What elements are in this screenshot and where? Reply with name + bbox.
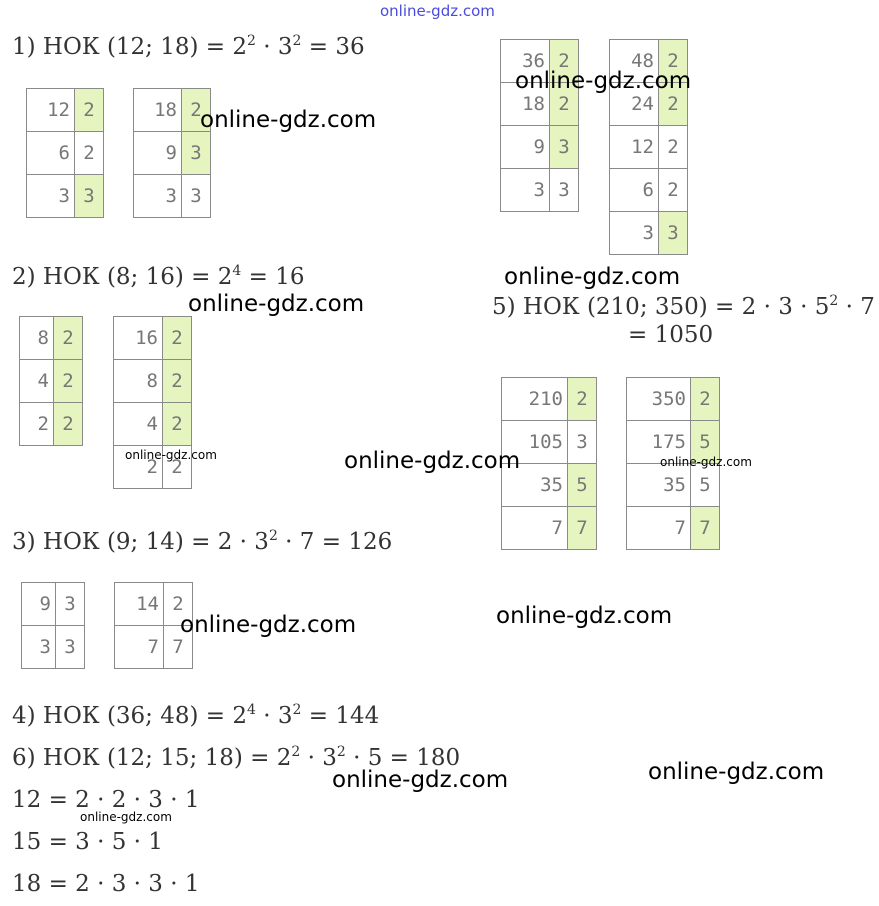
factor-table-36: [500, 39, 579, 212]
factor-row: [501, 126, 579, 169]
watermark: online-gdz.com: [332, 767, 509, 793]
dividend-cell: 8: [20, 317, 54, 360]
watermark: online-gdz.com: [344, 448, 521, 474]
dividend-cell: 105: [502, 421, 568, 464]
dividend-cell: 3: [610, 212, 659, 255]
divisor-cell: 2: [164, 583, 193, 626]
equation-6: 6) НОК (12; 15; $18) = 2^2 \cdot 3^2 \cdot 5 = 180$: [12, 744, 461, 771]
factor-row: [610, 126, 688, 169]
divisor-cell: 3: [182, 175, 211, 218]
dividend-cell: 9: [134, 132, 182, 175]
divisor-cell: 5: [691, 421, 720, 464]
dividend-cell: 3: [501, 169, 550, 212]
watermark: online-gdz.com: [504, 264, 681, 290]
factor-row: [502, 378, 597, 421]
factor-row: [27, 175, 104, 218]
watermark-small: online-gdz.com: [80, 810, 172, 824]
divisor-cell: 5: [568, 464, 597, 507]
dividend-cell: 2: [114, 446, 163, 489]
dividend-cell: 6: [27, 132, 75, 175]
factor-row: [22, 583, 85, 626]
dividend-cell: 6: [610, 169, 659, 212]
divisor-cell: 2: [659, 83, 688, 126]
divisor-cell: 2: [163, 360, 192, 403]
watermark-small: online-gdz.com: [660, 455, 752, 469]
dividend-cell: 14: [115, 583, 164, 626]
factor-row: [27, 89, 104, 132]
factor-row: [610, 212, 688, 255]
divisor-cell: 3: [659, 212, 688, 255]
equation-1: 1) НОК (12; $18) = 2^2 \cdot 3^2 = 36$: [12, 33, 365, 60]
divisor-cell: 7: [691, 507, 720, 550]
divisor-cell: 2: [550, 83, 579, 126]
divisor-cell: 2: [550, 40, 579, 83]
divisor-cell: 3: [56, 583, 85, 626]
divisor-cell: 2: [659, 40, 688, 83]
divisor-cell: 2: [659, 169, 688, 212]
dividend-cell: 7: [502, 507, 568, 550]
divisor-cell: 2: [54, 403, 83, 446]
watermark: online-gdz.com: [200, 107, 377, 133]
dividend-cell: 48: [610, 40, 659, 83]
dividend-cell: 18: [134, 89, 182, 132]
dividend-cell: 35: [627, 464, 691, 507]
dividend-cell: 36: [501, 40, 550, 83]
watermark-small: online-gdz.com: [125, 448, 217, 462]
factor-row: [627, 507, 720, 550]
factor-row: [502, 507, 597, 550]
factor-row: [114, 360, 192, 403]
dividend-cell: 3: [22, 626, 56, 669]
divisor-cell: 3: [550, 169, 579, 212]
factor-row: [627, 378, 720, 421]
watermark: online-gdz.com: [515, 68, 692, 94]
factor-row: [20, 360, 83, 403]
factor-row: [134, 89, 211, 132]
dividend-cell: 4: [20, 360, 54, 403]
divisor-cell: 2: [691, 378, 720, 421]
factor-row: [501, 169, 579, 212]
dividend-cell: 12: [27, 89, 75, 132]
factor-row: [20, 317, 83, 360]
dividend-cell: 175: [627, 421, 691, 464]
divisor-cell: 2: [163, 446, 192, 489]
dividend-cell: 3: [27, 175, 75, 218]
dividend-cell: 24: [610, 83, 659, 126]
watermark: online-gdz.com: [648, 759, 825, 785]
divisor-cell: 2: [182, 89, 211, 132]
dividend-cell: 16: [114, 317, 163, 360]
factorization-12: 12 = 2 · 2 · 3 · 1: [12, 787, 200, 813]
dividend-cell: 12: [610, 126, 659, 169]
factor-row: [114, 317, 192, 360]
factor-row: [610, 169, 688, 212]
dividend-cell: 4: [114, 403, 163, 446]
divisor-cell: 5: [691, 464, 720, 507]
equation-5: 5) НОК (210; $350) = 2 \cdot 3 \cdot 5^2 \cdot 7$: [492, 293, 875, 320]
dividend-cell: 7: [627, 507, 691, 550]
divisor-cell: 3: [75, 175, 104, 218]
factor-table-9: [21, 582, 85, 669]
divisor-cell: 2: [75, 132, 104, 175]
watermark: online-gdz.com: [180, 612, 357, 638]
dividend-cell: 350: [627, 378, 691, 421]
divisor-cell: 2: [659, 126, 688, 169]
equation-3: 3) НОК (9; $14) = 2 \cdot 3^2 \cdot 7 = 126$: [12, 528, 393, 555]
factor-row: [20, 403, 83, 446]
dividend-cell: 3: [134, 175, 182, 218]
equation-4: 4) НОК (36; $48) = 2^4 \cdot 3^2 = 144$: [12, 702, 380, 729]
dividend-cell: 9: [501, 126, 550, 169]
watermark: online-gdz.com: [188, 291, 365, 317]
factor-row: [114, 403, 192, 446]
factor-row: [27, 132, 104, 175]
factorization-15: 15 = 3 · 5 · 1: [12, 829, 163, 855]
watermark-top: online-gdz.com: [380, 2, 495, 20]
watermark: online-gdz.com: [496, 603, 673, 629]
factor-table-12: [26, 88, 104, 218]
divisor-cell: 3: [182, 132, 211, 175]
factor-row: [134, 175, 211, 218]
factor-table-16: [113, 316, 192, 489]
divisor-cell: 2: [54, 360, 83, 403]
equation-2: 2) НОК (8; $16) = 2^4 = 16$: [12, 263, 305, 290]
dividend-cell: 9: [22, 583, 56, 626]
divisor-cell: 2: [54, 317, 83, 360]
divisor-cell: 3: [550, 126, 579, 169]
divisor-cell: 3: [56, 626, 85, 669]
divisor-cell: 7: [164, 626, 193, 669]
divisor-cell: 7: [568, 507, 597, 550]
dividend-cell: 2: [20, 403, 54, 446]
divisor-cell: 3: [568, 421, 597, 464]
divisor-cell: 2: [568, 378, 597, 421]
factor-row: [627, 464, 720, 507]
dividend-cell: 18: [501, 83, 550, 126]
dividend-cell: 210: [502, 378, 568, 421]
factor-row: [22, 626, 85, 669]
divisor-cell: 2: [163, 403, 192, 446]
factorization-18: 18 = 2 · 3 · 3 · 1: [12, 871, 200, 897]
factor-table-8: [19, 316, 83, 446]
divisor-cell: 2: [75, 89, 104, 132]
factor-row: [134, 132, 211, 175]
equation-5-result: = 1050: [628, 322, 714, 348]
dividend-cell: 35: [502, 464, 568, 507]
dividend-cell: 8: [114, 360, 163, 403]
divisor-cell: 2: [163, 317, 192, 360]
dividend-cell: 7: [115, 626, 164, 669]
